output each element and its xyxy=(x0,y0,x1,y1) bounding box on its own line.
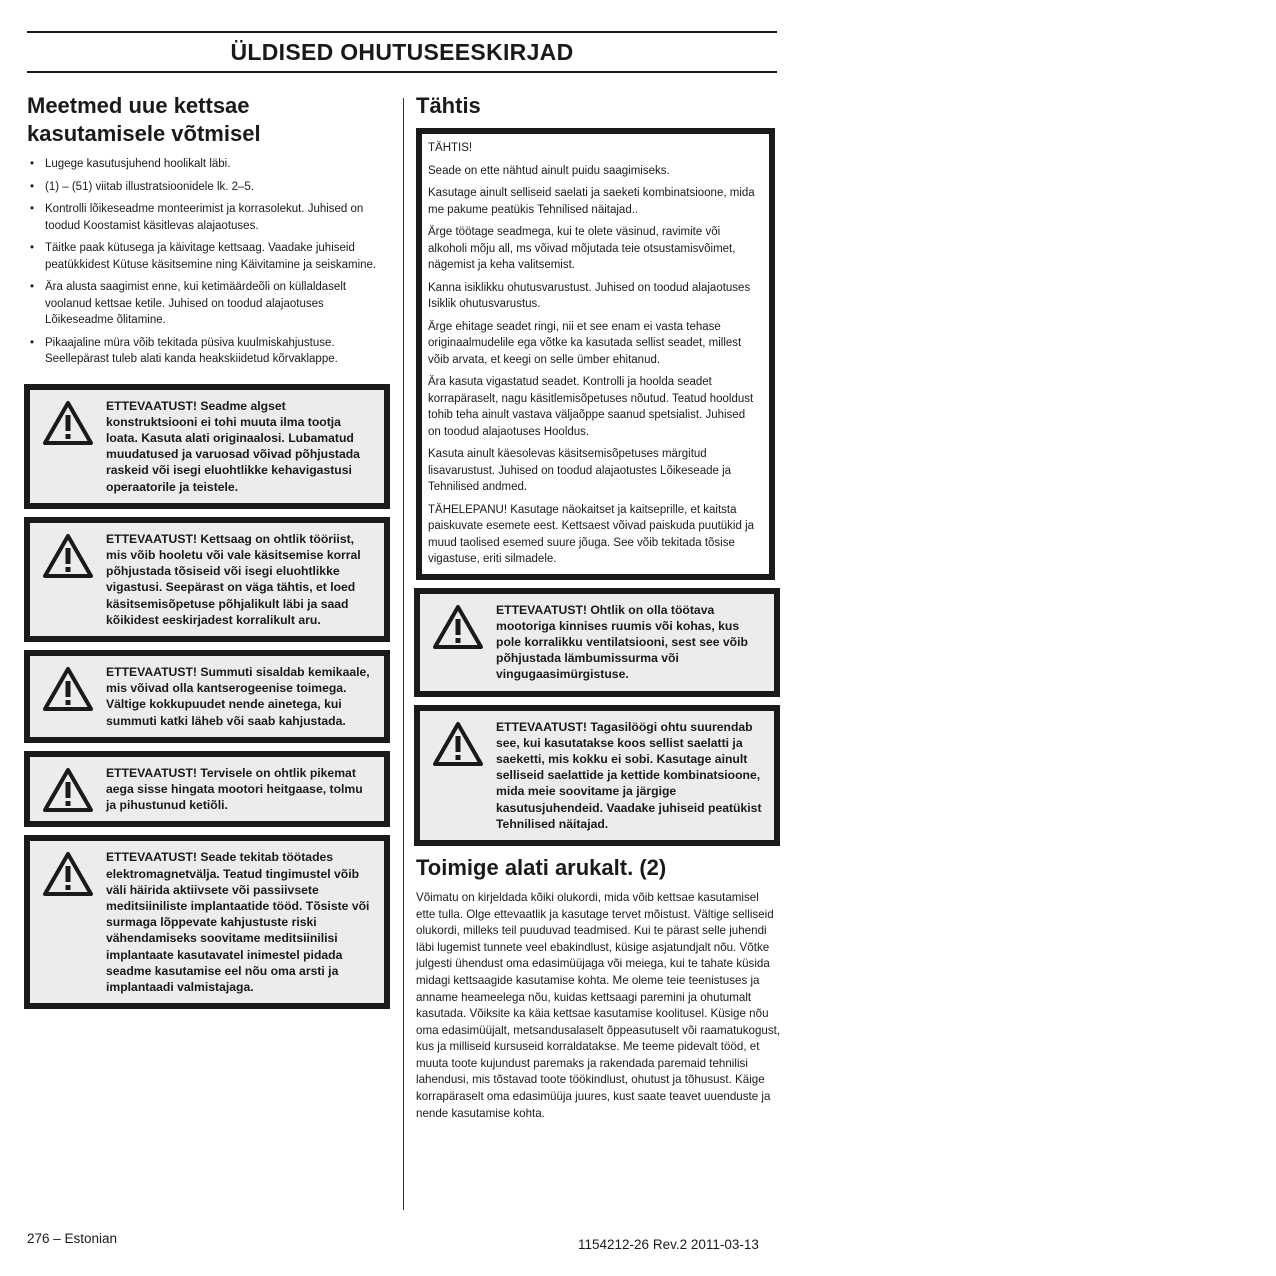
warning-text: ETTEVAATUST! Ohtlik on olla töötava mootoriga kinnises ruumis või kohas, kus pole korralikku ventilatsiooni, sest see võib põhjustada lämbumissurma või vingugaasimürgistuse. xyxy=(496,602,748,682)
warning-box xyxy=(24,384,390,509)
warning-box xyxy=(414,588,780,697)
warning-text: ETTEVAATUST! Seade tekitab töötades elektromagnetvälja. Teatud tingimustel võib väli häirida aktiivsete või passiivsete meditsiiniliste implantaatide tööd. Tõsiste või surmaga lõppevate kahjustuste riski vähendamiseks soovitame meditsiinilisi implantaate kasutavatel inimestel pidada seadme kasutamise eel nõu oma arsti ja implantaadi valmistajaga. xyxy=(106,850,370,994)
list-item: • Lugege kasutusjuhend hoolikalt läbi. xyxy=(30,158,231,170)
warning-triangle-icon xyxy=(432,721,484,767)
notice-paragraph: TÄHTIS! xyxy=(428,142,473,154)
right-column xyxy=(416,92,781,1122)
notice-paragraph: Ärge ehitage seadet ringi, nii et see enam ei vasta tehase originaalmudelile ega võtke ka kasutada sellist seadet, millest võib arvata, et keegi on selle ümber ehitanud. xyxy=(428,320,742,366)
section-heading-act-wisely: Toimige alati arukalt. (2) xyxy=(416,854,667,880)
left-column xyxy=(27,92,392,1017)
notice-paragraph: Kasuta ainult käesolevas käsitsemisõpetuses märgitud lisavarustust. Juhised on toodud alajaotustes Lõikeseade ja Tehnilised andmed. xyxy=(428,448,732,493)
warning-box xyxy=(24,751,390,828)
notice-paragraph: Kanna isiklikku ohutusvarustust. Juhised on toodud alajaotuses Isiklik ohutusvarustus. xyxy=(428,281,751,310)
warning-text: ETTEVAATUST! Tervisele on ohtlik pikemat aega sisse hingata mootori heitgaase, tolmu ja pihustunud ketiõli. xyxy=(106,765,363,813)
page-number: 276 – Estonian xyxy=(27,1231,118,1246)
warning-triangle-icon xyxy=(42,851,94,897)
body-paragraph: Võimatu on kirjeldada kõiki olukordi, mida võib kettsae kasutamisel ette tulla. Olge ettevaatlik ja kasutage tervet mõistust. Vältige selliseid olukordi, milleks teil puuduvad teadmised. Kui te pärast selle juhendi läbi lugemist tunnete veel ebakindlust, küsige asjatundjalt nõu. Võtke julgesti ühendust oma edasimüüjaga või meiega, kui te tahate küsida midagi kettsaagide kasutamise kohta. Me oleme teie teenistuses ja anname heameelega nõu, kuidas kettsaagi paremini ja ohutumalt kasutada. Võiksite ka käia kettsae kasutamise koolitusel. Küsige nõu oma edasimüüjalt, metsandusalaselt õppeasutuselt või raamatukogust, kus ja milliseid kursuseid korraldatakse. Me teeme pidevalt tööd, et muuta toote kujundust paremaks ja rakendada paremaid tehnilisi lahendusi, mis tõstavad toote töökindlust, ohutust ja tõhusust. Käige korrapäraselt oma edasimüüja juures, kust saate teavet uuenduste ja nende kasutamise kohta. xyxy=(416,890,781,1120)
list-item: • Ära alusta saagimist enne, kui ketimäärdeõli on küllaldaselt voolanud kettsae ketile. Juhised on toodud alajaotuses Lõikeseadme õlitamine. xyxy=(30,281,347,326)
section-heading-new-saw: Meetmed uue kettsae kasutamisele võtmisel xyxy=(27,93,261,146)
list-item: • Kontrolli lõikeseadme monteerimist ja korrasolekut. Juhised on toodud Koostamist käsitlevas alajaotuses. xyxy=(30,203,364,232)
list-item: • Pikaajaline müra võib tekitada püsiva kuulmiskahjustuse. Seellepärast tuleb alati kanda heakskiidetud kõrvaklappe. xyxy=(30,336,338,365)
warning-text: ETTEVAATUST! Tagasilöögi ohtu suurendab see, kui kasutatakse koos sellist saelatti ja saeketti, mis kokku ei sobi. Kasutage ainult selliseid saelattide ja kettide kombinatsioone, mida meie soovitame ja järgige kasutusjuhendeid. Vaadake juhiseid peatükist Tehnilised näitajad. xyxy=(496,719,762,831)
warning-box xyxy=(414,705,780,846)
notice-paragraph: Ära kasuta vigastatud seadet. Kontrolli ja hoolda seadet korrapäraselt, nagu käsitlemisõpetuses nõutud. Teatud hooldust tohib teha ainult vastava väljaõppe saanud spetsialist. Juhised on toodud alajaotuses Hooldus. xyxy=(428,376,754,438)
instruction-list xyxy=(27,156,392,368)
warning-box xyxy=(24,650,390,743)
column-divider xyxy=(403,98,404,1210)
page-header xyxy=(27,31,777,73)
warning-text: ETTEVAATUST! Summuti sisaldab kemikaale, mis võivad olla kantserogeenise toimega. Vältige kokkupuudet nende ainetega, kui summuti katki läheb või saab kahjustada. xyxy=(106,664,370,728)
section-heading-important: Tähtis xyxy=(416,93,481,118)
list-item: • Täitke paak kütusega ja käivitage kettsaag. Vaadake juhiseid peatükkidest Kütuse käsitsemine ning Käivitamine ja seiskamine. xyxy=(30,242,377,271)
warning-triangle-icon xyxy=(432,604,484,650)
warning-triangle-icon xyxy=(42,400,94,446)
warning-text: ETTEVAATUST! Kettsaag on ohtlik tööriist, mis võib hooletu või vale käsitsemise korral põhjustada tõsiseid või isegi eluohtlikke vigastusi. Seepärast on väga tähtis, et loed käsitsemisõpetuse põhjalikult läbi ja saad kõikidest eeskirjadest korralikult aru. xyxy=(106,531,361,627)
page-title: ÜLDISED OHUTUSEESKIRJAD xyxy=(230,39,574,65)
important-notice-box xyxy=(416,128,775,580)
warning-triangle-icon xyxy=(42,767,94,813)
warning-box xyxy=(24,835,390,1009)
notice-paragraph: Ärge töötage seadmega, kui te olete väsinud, ravimite või alkoholi mõju all, ms võivad mõjutada teie otsustamisvõimet, nägemist ja keha valitsemist. xyxy=(428,226,736,271)
warning-text: ETTEVAATUST! Seadme algset konstruktsiooni ei tohi muuta ilma tootja loata. Kasuta alati originaalosi. Lubamatud muudatused ja varuosad võivad põhjustada raskeid või isegi eluohtlikke kehavigastusi operaatorile ja teistele. xyxy=(106,398,360,494)
notice-paragraph: Kasutage ainult selliseid saelati ja saeketi kombinatsioone, mida me pakume peatükis Tehnilised näitajad.. xyxy=(428,187,755,216)
warning-box xyxy=(24,517,390,642)
warning-triangle-icon xyxy=(42,533,94,579)
warning-triangle-icon xyxy=(42,666,94,712)
notice-paragraph: TÄHELEPANU! Kasutage näokaitset ja kaitseprille, et kaitsta paiskuvate esemete eest. Kettsaest võivad paiskuda puutükid ja muud taolised esemed suure jõuga. See võib tekitada tõsise vigastuse, eriti silmadele. xyxy=(428,503,755,565)
notice-paragraph: Seade on ette nähtud ainult puidu saagimiseks. xyxy=(428,164,670,177)
list-item: • (1) – (51) viitab illustratsioonidele lk. 2–5. xyxy=(30,180,255,193)
document-reference: 1154212-26 Rev.2 2011-03-13 xyxy=(578,1237,759,1252)
